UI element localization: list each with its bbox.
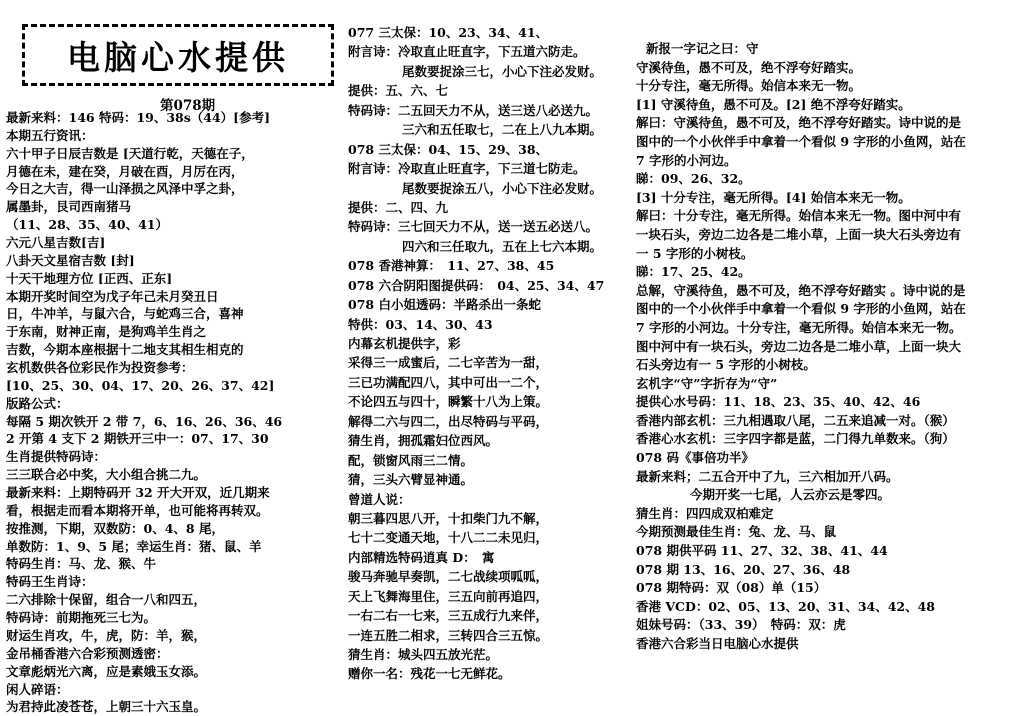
- text-line: 六十甲子日辰吉数是 [天道行乾，天德在子，: [6, 145, 254, 161]
- text-line: 078 白小姐透码：半路杀出一条蛇: [348, 297, 541, 313]
- text-line: 看，根据走而看本期将开单，也可能将再转双。: [6, 502, 269, 518]
- text-line: 姐妹号码：（33、39） 特码：双：虎: [636, 617, 846, 633]
- text-line: 三三联合必中奖，大小组合挑二九。: [6, 467, 207, 483]
- text-line: 三六和五任取七，二在上八九本期。: [402, 122, 603, 138]
- text-line: 077 三太保：10、23、34、41、: [348, 25, 549, 40]
- text-line: 内幕玄机提供字，彩: [348, 336, 461, 351]
- text-line: [10、25、30、04、17、20、26、37、42]: [6, 377, 275, 393]
- text-line: 天上飞舞海里住，三五向前再追四，: [348, 588, 549, 604]
- text-line: 解曰：十分专注，毫无所得。始信本来无一物。图中河中有: [636, 208, 962, 224]
- text-line: 解得二六与四二，出尽特码与平码，: [348, 413, 549, 429]
- text-line: [1] 守溪待鱼，愚不可及。[2] 绝不浮夸好踏实。: [636, 96, 911, 112]
- text-line: 本期开奖时间空为戊子年己未月癸丑日: [6, 288, 219, 304]
- text-line: 特码诗：前期拖死三七为。: [6, 610, 157, 626]
- text-line: 石头旁边有一 5 字形的小树枝。: [636, 357, 816, 373]
- text-line: 附言诗：冷取直止旺直字，下五道六防走。: [348, 44, 586, 60]
- text-line: 睇：09、26、32。: [636, 171, 751, 187]
- text-line: 采得三一成蜜后，二七辛苦为一甜，: [348, 355, 549, 371]
- text-line: 文章彪炳光六离，应是素娥玉女添。: [6, 663, 207, 679]
- text-line: 内部精选特码逍真 D： 寓: [348, 549, 495, 565]
- text-line: 078 三太保：04、15、29、38、: [348, 141, 549, 157]
- title-box: [22, 24, 334, 86]
- text-line: 图中的一个小伙伴手中拿着一个看似 9 字形的小鱼网，站在: [636, 133, 966, 149]
- text-line: 不论四五与四十，瞬繁十八为上策。: [348, 394, 549, 410]
- text-line: 于东南，财神正南，是狗鸡羊生肖之: [6, 324, 207, 340]
- text-line: 睇：17、25、42。: [636, 264, 751, 280]
- text-line: 骏马奔驰早奏凯，二七战续项呱呱，: [348, 569, 549, 585]
- text-line: 特供：03、14、30、43: [348, 316, 493, 332]
- page-title: 电脑心水提供: [67, 37, 289, 77]
- text-line: （11、28、35、40、41）: [6, 217, 168, 233]
- text-line: 特码王生肖诗：: [6, 574, 94, 590]
- text-line: 版路公式：: [6, 395, 69, 411]
- text-line: 078 期 13、16、20、27、36、48: [636, 561, 851, 577]
- column-middle-lines: [348, 23, 604, 684]
- text-line: 总解，守溪待鱼，愚不可及，绝不浮夸好踏实 。诗中说的是: [636, 282, 966, 298]
- text-line: 守溪待鱼，愚不可及，绝不浮夸好踏实。: [636, 59, 862, 75]
- text-line: 本期五行资讯：: [6, 127, 94, 143]
- text-line: 六元八星吉数[吉]: [6, 235, 106, 251]
- text-line: 四六和三任取九，五在上七六本期。: [402, 238, 603, 254]
- text-line: [3] 十分专注，毫无所得。[4] 始信本来无一物。: [636, 189, 911, 205]
- text-line: 今期预测最佳生肖：兔、龙、马、鼠: [636, 524, 837, 540]
- text-line: 提供：五、六、七: [348, 83, 449, 99]
- text-line: 最新来料：上期特码开 32 开大开双，近几期来: [6, 485, 270, 501]
- text-line: 图中河中有一块石头，旁边二边各是二堆小草，上面一块大: [636, 338, 962, 354]
- text-line: 一块石头，旁边二边各是二堆小草，上面一块大石头旁边有: [636, 226, 962, 242]
- text-line: 最新来料；二五合开中了九，三六相加开八码。: [636, 468, 899, 484]
- text-line: 078 期供平码 11、27、32、38、41、44: [636, 543, 888, 559]
- text-line: 十天干地理方位 [正西、正东]: [6, 270, 173, 286]
- text-line: 属墨卦，艮司西南猪马: [6, 199, 132, 215]
- text-line: 三已功满配四八，其中可出一二个，: [348, 374, 549, 390]
- text-line: 配，锁窗风雨三二情。: [348, 452, 474, 468]
- text-line: 十分专注，毫无所得。始信本来无一物。: [636, 78, 862, 94]
- text-line: 尾数要捉涂三七，小心下注必发财。: [402, 63, 603, 79]
- text-line: 078 香港神算： 11、27、38、45: [348, 258, 555, 274]
- text-line: 香港心水玄机：三字四字都是蓝，二门得九单数来。（狗）: [636, 431, 955, 447]
- text-line: 特码诗：三七回天力不从，送一送五必送八。: [348, 219, 599, 235]
- text-line: 每隔 5 期次铁开 2 带 7，6、16、26、36、46: [6, 413, 283, 429]
- text-line: 2 开第 4 支下 2 期铁开三中一：07、17、30: [6, 431, 269, 447]
- text-line: 一 5 字形的小树枝。: [636, 245, 754, 261]
- text-line: 闲人碎语：: [6, 681, 69, 697]
- text-line: 尾数要捉涂五八，小心下注必发财。: [402, 180, 603, 196]
- text-line: 金吊桶香港六合彩预测透密：: [6, 645, 169, 661]
- text-line: 今期开奖一七尾，人云亦云是零四。: [690, 487, 891, 503]
- text-line: 猜，三头六臂显神通。: [348, 472, 474, 488]
- text-line: 赠你一名：残花一七无鲜花。: [348, 666, 511, 682]
- text-line: 日，牛冲羊，与鼠六合，与蛇鸡三合，喜神: [6, 306, 244, 322]
- text-line: 二六排除十保留，组合一八和四五，: [6, 592, 207, 608]
- text-line: 解曰：守溪待鱼，愚不可及，绝不浮夸好踏实。诗中说的是: [636, 115, 962, 131]
- text-line: 今日之大吉，得一山泽损之风泽中孚之卦，: [6, 181, 244, 197]
- text-line: 078 六合阴阳图提供码： 04、25、34、47: [348, 277, 605, 293]
- text-line: 提供：二、四、九: [348, 199, 449, 215]
- text-line: 玄机字“守”字折存为“守”: [636, 375, 778, 391]
- text-line: 最新来料：146 特码：19、38s（44）[参考]: [6, 110, 270, 125]
- text-line: 078 期特码：双（08）单（15）: [636, 580, 827, 596]
- text-line: 一右二右一七来，三五成行九来伴，: [348, 608, 549, 624]
- text-line: 财运生肖攻，牛，虎，防：羊，猴，: [6, 627, 207, 643]
- text-line: 香港内部玄机：三九相遇取八尾，二五来追减一对。（猴）: [636, 412, 955, 428]
- text-line: 猜生肖，拥孤霜妇位西风。: [348, 433, 499, 449]
- text-line: 猜生肖：四四成双柏难定: [636, 505, 774, 521]
- text-line: 7 字形的小河边。: [636, 152, 737, 168]
- text-line: 曾道人说：: [348, 491, 411, 507]
- column-left-lines: [6, 109, 282, 716]
- text-line: 附言诗：冷取直止旺直字，下三道七防走。: [348, 161, 586, 177]
- issue-number: 第078期: [160, 98, 216, 114]
- text-line: 八卦天文星宿吉数 [封]: [6, 252, 135, 268]
- text-line: 078 码《事倍功半》: [636, 450, 754, 466]
- text-line: 图中的一个小伙伴手中拿着一个看似 9 字形的小鱼网，站在: [636, 301, 966, 317]
- text-line: 香港 VCD：02、05、13、20、31、34、42、48: [636, 598, 935, 614]
- text-line: 按推测，下期，双数防：0、4、8 尾，: [6, 520, 224, 536]
- text-line: 单数防：1、9、5 尾；幸运生肖：猪、鼠、羊: [6, 538, 262, 554]
- column-right-lines: [636, 40, 966, 654]
- text-line: 新报一字记之曰：守: [646, 41, 759, 56]
- text-line: 7 字形的小河边。十分专注，毫无所得。始信本来无一物。: [636, 319, 962, 335]
- text-line: 朝三暮四思八开，十扣柴门九不解，: [348, 510, 549, 526]
- text-line: 吉数，今期本座根据十二地支其相生相克的: [6, 342, 244, 358]
- text-line: 七十二变通天地，十八二二未见归，: [348, 530, 549, 546]
- text-line: 生肖提供特码诗：: [6, 449, 107, 465]
- text-line: 特码生肖：马、龙、猴、牛: [6, 556, 157, 572]
- text-line: 一连五胜二相求，三转四合三五惊。: [348, 627, 549, 643]
- text-line: 玄机数供各位彩民作为投资参考：: [6, 360, 194, 376]
- text-line: 特码诗：二五回天力不从，送三送八必送九。: [348, 102, 599, 118]
- text-line: 猜生肖：城头四五放光茫。: [348, 647, 499, 662]
- text-line: 香港六合彩当日电脑心水提供: [636, 636, 799, 651]
- text-line: 月德在未，建在癸，月破在酉，月厉在丙，: [6, 163, 244, 179]
- text-line: 为君持此凌苍苍，上朝三十六玉皇。: [6, 699, 207, 715]
- text-line: 提供心水号码：11、18、23、35、40、42、46: [636, 394, 921, 410]
